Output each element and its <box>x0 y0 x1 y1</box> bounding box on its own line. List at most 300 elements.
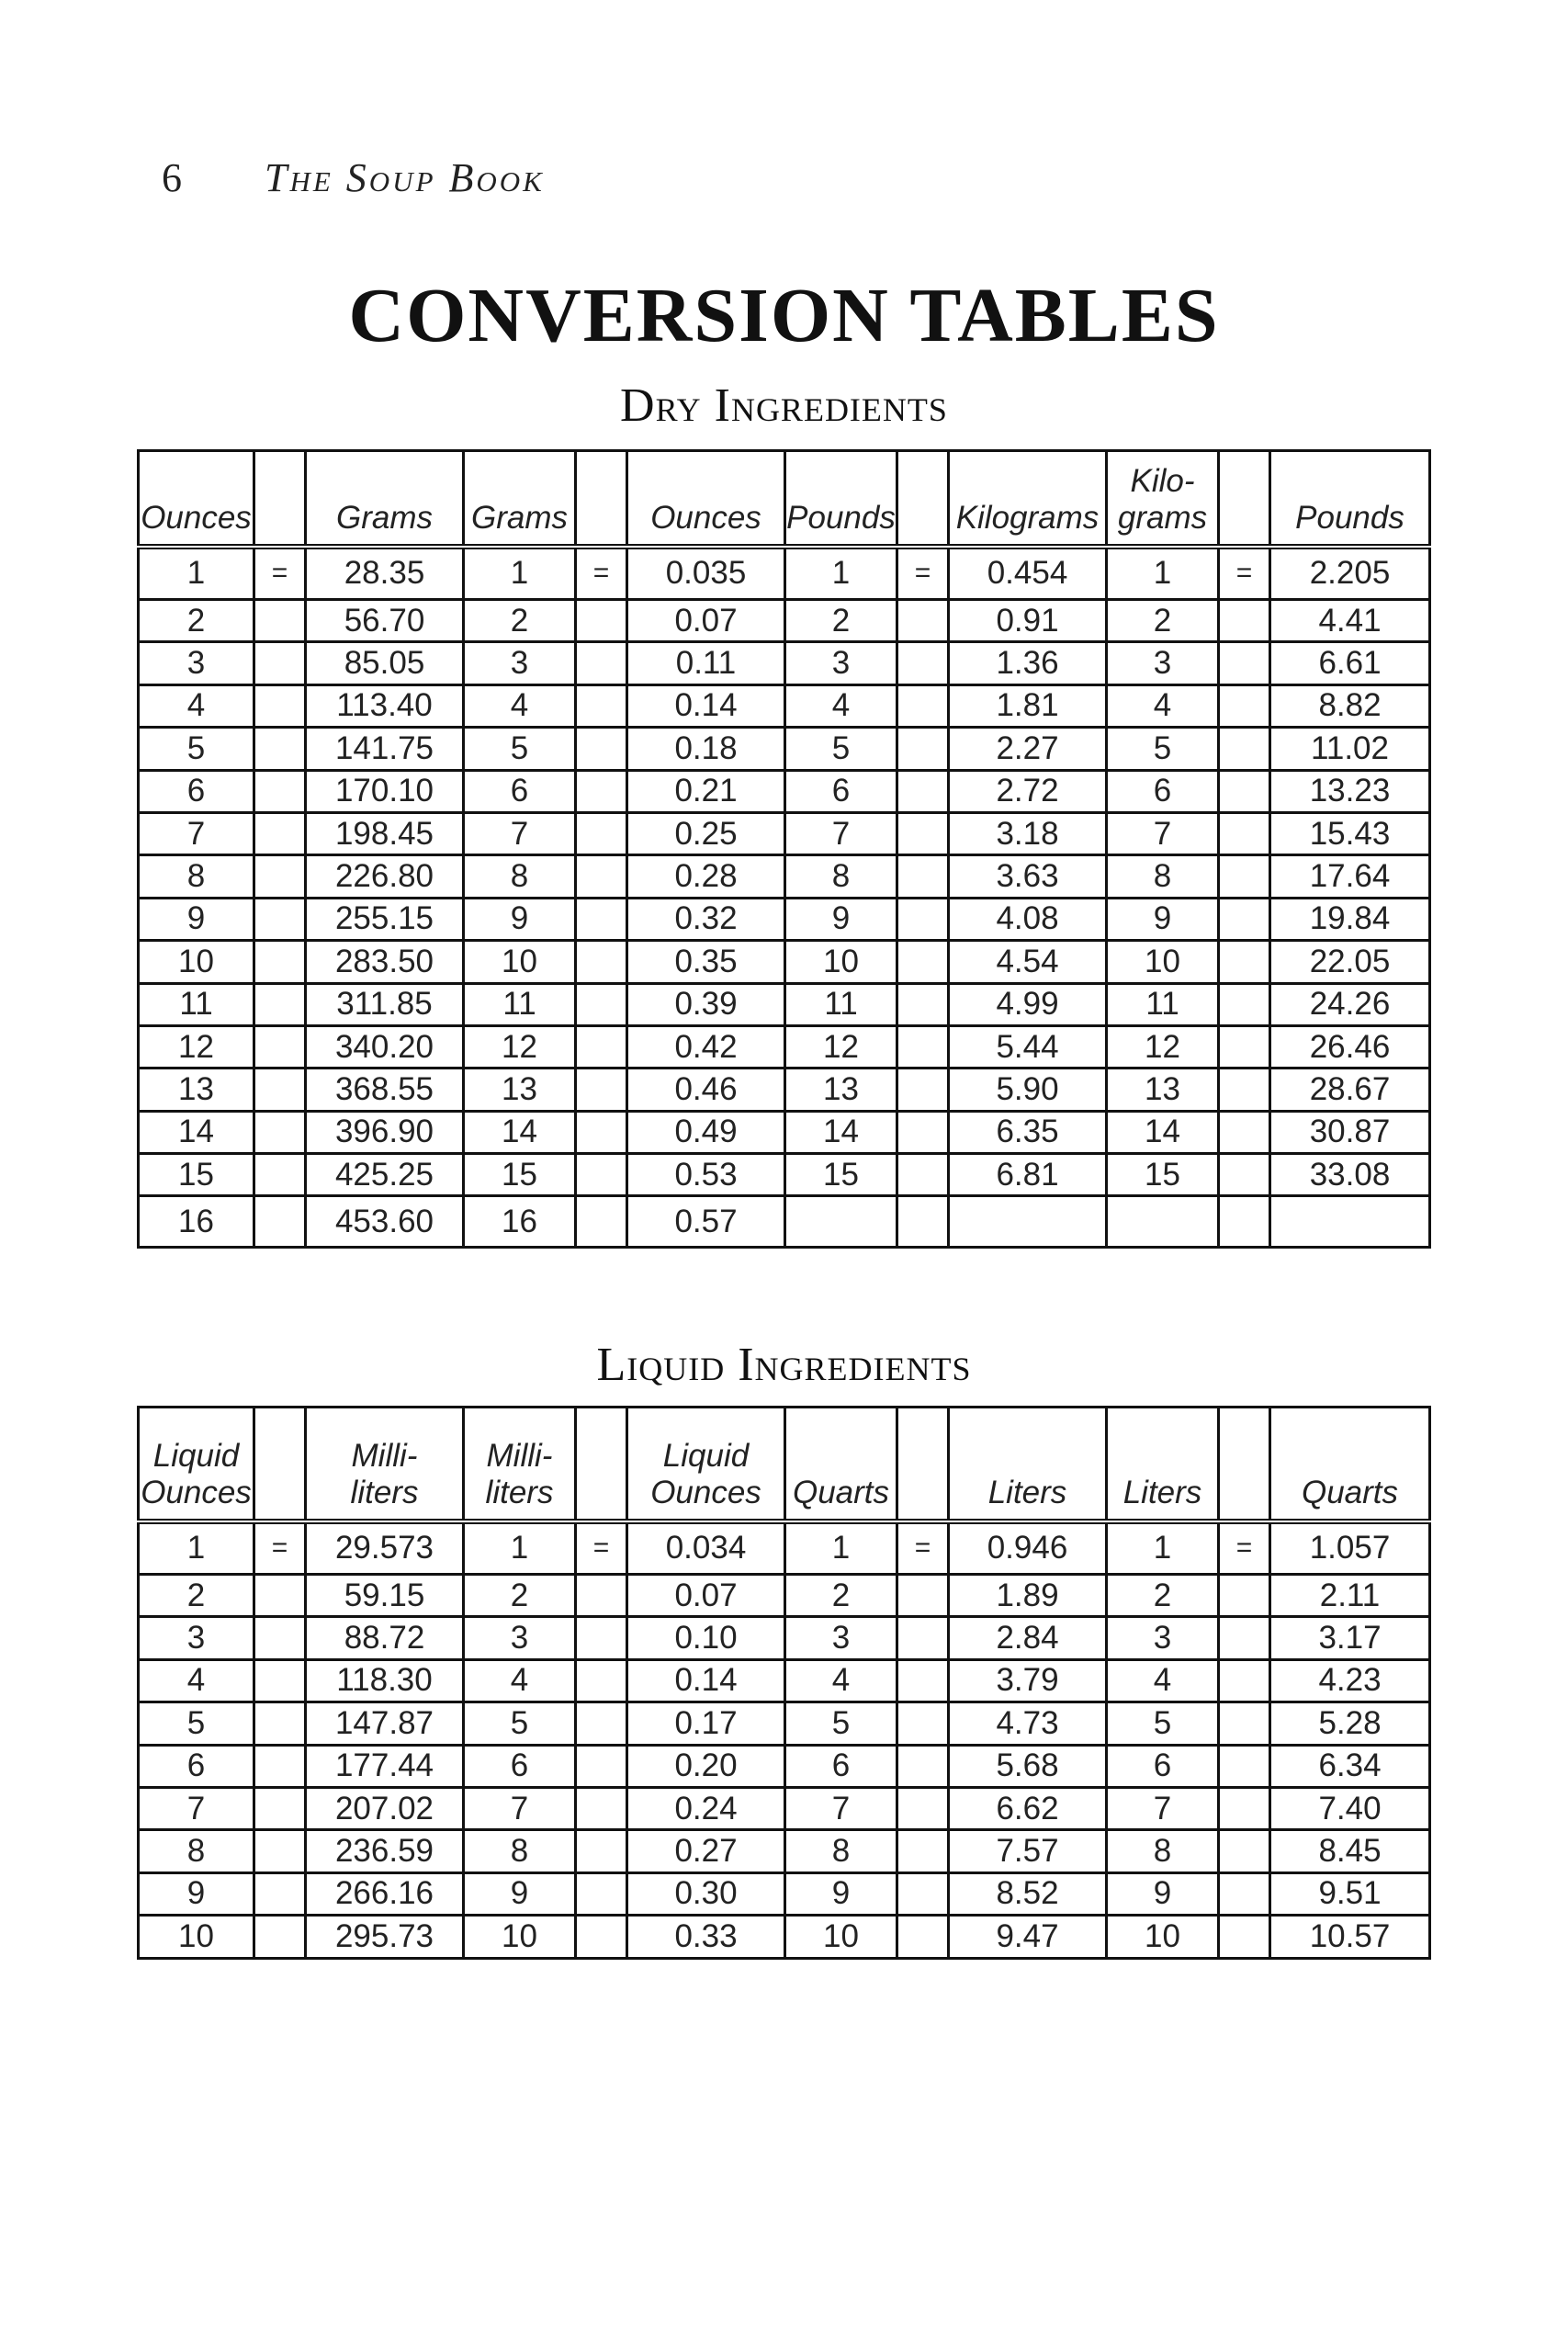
table-cell: 1 <box>1107 547 1219 600</box>
equals-cell <box>254 1111 306 1153</box>
table-cell: 7 <box>464 812 576 854</box>
table-row <box>139 1025 1430 1068</box>
table-cell: 5 <box>785 1702 897 1745</box>
table-cell: 1 <box>139 547 254 600</box>
table-cell: 10 <box>1107 1916 1219 1958</box>
equals-cell <box>576 855 627 898</box>
table-cell: 0.28 <box>627 855 785 898</box>
table-row <box>139 1659 1430 1702</box>
equals-cell <box>897 1617 949 1659</box>
equals-cell <box>897 983 949 1025</box>
equals-cell <box>1219 770 1270 812</box>
dry-ingredients-table <box>137 449 1431 1249</box>
table-cell: 3 <box>1107 642 1219 684</box>
table-cell: 13 <box>464 1069 576 1111</box>
column-header: Liters <box>1107 1408 1219 1521</box>
equals-cell <box>1219 1069 1270 1111</box>
table-cell: 396.90 <box>306 1111 464 1153</box>
column-header: Pounds <box>785 451 897 547</box>
table-cell: 1 <box>785 547 897 600</box>
column-header <box>576 1408 627 1521</box>
equals-cell <box>254 941 306 983</box>
table-cell: 141.75 <box>306 728 464 770</box>
table-row <box>139 812 1430 854</box>
table-cell: 0.39 <box>627 983 785 1025</box>
equals-cell <box>254 728 306 770</box>
column-header: Liquid Ounces <box>139 1408 254 1521</box>
equals-cell: = <box>254 547 306 600</box>
equals-cell <box>254 1916 306 1958</box>
table-cell: 2 <box>785 600 897 642</box>
table-cell: 0.035 <box>627 547 785 600</box>
table-cell: 19.84 <box>1270 898 1430 940</box>
equals-cell <box>1219 1154 1270 1196</box>
table-cell: 30.87 <box>1270 1111 1430 1153</box>
column-header <box>897 451 949 547</box>
equals-cell <box>897 941 949 983</box>
equals-cell <box>1219 1659 1270 1702</box>
equals-cell <box>1219 684 1270 727</box>
table-cell: 8.52 <box>949 1872 1107 1915</box>
page-number: 6 <box>162 155 185 200</box>
table-header-row <box>139 1408 1430 1521</box>
table-row <box>139 1916 1430 1958</box>
table-cell: 0.24 <box>627 1787 785 1829</box>
table-cell: 14 <box>139 1111 254 1153</box>
table-cell: 0.33 <box>627 1916 785 1958</box>
equals-cell <box>576 642 627 684</box>
table-cell: 85.05 <box>306 642 464 684</box>
equals-cell <box>897 1154 949 1196</box>
table-cell: 7 <box>785 812 897 854</box>
table-row <box>139 1872 1430 1915</box>
column-header: Ounces <box>627 451 785 547</box>
table-row <box>139 1111 1430 1153</box>
equals-cell <box>254 1069 306 1111</box>
table-cell: 1.89 <box>949 1575 1107 1617</box>
table-cell: 6.62 <box>949 1787 1107 1829</box>
table-cell: 2 <box>785 1575 897 1617</box>
table-cell: 2.11 <box>1270 1575 1430 1617</box>
table-cell: 8 <box>1107 855 1219 898</box>
table-cell: 8 <box>464 855 576 898</box>
table-cell: 28.35 <box>306 547 464 600</box>
table-row <box>139 600 1430 642</box>
equals-cell <box>576 1617 627 1659</box>
table-cell: 9.47 <box>949 1916 1107 1958</box>
table-cell: 7 <box>139 1787 254 1829</box>
table-cell: 16 <box>139 1196 254 1248</box>
table-row <box>139 941 1430 983</box>
table-cell: 2.27 <box>949 728 1107 770</box>
table-cell: 0.034 <box>627 1521 785 1575</box>
equals-cell <box>254 1830 306 1872</box>
table-cell: 2 <box>139 600 254 642</box>
table-cell: 4 <box>464 1659 576 1702</box>
table-cell: 0.91 <box>949 600 1107 642</box>
table-cell: 4.08 <box>949 898 1107 940</box>
table-cell: 11 <box>464 983 576 1025</box>
equals-cell <box>254 1745 306 1787</box>
table-cell: 8 <box>464 1830 576 1872</box>
table-cell: 5 <box>1107 1702 1219 1745</box>
equals-cell <box>1219 1196 1270 1248</box>
equals-cell <box>1219 1872 1270 1915</box>
equals-cell <box>897 684 949 727</box>
table-cell: 3.63 <box>949 855 1107 898</box>
table-cell: 9.51 <box>1270 1872 1430 1915</box>
equals-cell <box>1219 1702 1270 1745</box>
table-cell: 13 <box>785 1069 897 1111</box>
table-cell: 4.23 <box>1270 1659 1430 1702</box>
table-cell: 13 <box>1107 1069 1219 1111</box>
table-cell: 28.67 <box>1270 1069 1430 1111</box>
table-cell: 22.05 <box>1270 941 1430 983</box>
equals-cell <box>897 1025 949 1068</box>
column-header <box>897 1408 949 1521</box>
table-cell: 0.14 <box>627 684 785 727</box>
table-cell: 8.82 <box>1270 684 1430 727</box>
equals-cell <box>576 1575 627 1617</box>
table-cell: 1.36 <box>949 642 1107 684</box>
equals-cell <box>254 1154 306 1196</box>
equals-cell <box>576 983 627 1025</box>
equals-cell <box>576 1025 627 1068</box>
equals-cell: = <box>576 547 627 600</box>
table-cell: 3 <box>464 642 576 684</box>
table-cell: 177.44 <box>306 1745 464 1787</box>
table-cell: 11 <box>785 983 897 1025</box>
equals-cell <box>576 600 627 642</box>
liquid-ingredients-title: Liquid Ingredients <box>596 1339 972 1391</box>
table-cell: 5.44 <box>949 1025 1107 1068</box>
equals-cell <box>897 1916 949 1958</box>
table-cell: 0.18 <box>627 728 785 770</box>
equals-cell <box>254 1025 306 1068</box>
column-header: Milli- liters <box>464 1408 576 1521</box>
equals-cell <box>576 941 627 983</box>
equals-cell <box>1219 1575 1270 1617</box>
table-cell: 4 <box>139 1659 254 1702</box>
table-cell: 0.07 <box>627 600 785 642</box>
table-cell: 6 <box>139 770 254 812</box>
table-cell: 0.14 <box>627 1659 785 1702</box>
equals-cell <box>254 684 306 727</box>
table-cell: 88.72 <box>306 1617 464 1659</box>
equals-cell <box>254 855 306 898</box>
equals-cell <box>897 1111 949 1153</box>
equals-cell <box>1219 983 1270 1025</box>
table-cell: 0.20 <box>627 1745 785 1787</box>
equals-cell <box>1219 728 1270 770</box>
table-row <box>139 1830 1430 1872</box>
table-cell: 4 <box>464 684 576 727</box>
equals-cell <box>897 855 949 898</box>
table-cell: 0.21 <box>627 770 785 812</box>
table-cell: 6 <box>464 770 576 812</box>
equals-cell <box>897 1575 949 1617</box>
table-cell: 11 <box>1107 983 1219 1025</box>
table-cell: 8 <box>1107 1830 1219 1872</box>
table-cell: 2.205 <box>1270 547 1430 600</box>
table-cell: 3.18 <box>949 812 1107 854</box>
table-cell: 8 <box>785 1830 897 1872</box>
table-cell <box>1270 1196 1430 1248</box>
table-cell: 9 <box>464 898 576 940</box>
equals-cell <box>1219 1745 1270 1787</box>
table-cell: 0.07 <box>627 1575 785 1617</box>
column-header: Liquid Ounces <box>627 1408 785 1521</box>
equals-cell <box>576 1111 627 1153</box>
equals-cell <box>576 1659 627 1702</box>
table-cell: 11 <box>139 983 254 1025</box>
column-header <box>1219 1408 1270 1521</box>
table-cell: 0.35 <box>627 941 785 983</box>
equals-cell <box>897 1659 949 1702</box>
column-header: Quarts <box>1270 1408 1430 1521</box>
table-cell: 3 <box>139 1617 254 1659</box>
table-row <box>139 1787 1430 1829</box>
equals-cell: = <box>254 1521 306 1575</box>
table-cell: 6.34 <box>1270 1745 1430 1787</box>
table-cell: 8 <box>785 855 897 898</box>
table-cell: 147.87 <box>306 1702 464 1745</box>
table-cell: 10 <box>464 941 576 983</box>
table-cell: 7 <box>1107 1787 1219 1829</box>
table-row <box>139 642 1430 684</box>
table-cell: 8 <box>139 855 254 898</box>
table-cell: 6 <box>1107 770 1219 812</box>
column-header: Ounces <box>139 451 254 547</box>
table-cell: 15 <box>1107 1154 1219 1196</box>
table-cell: 3 <box>785 1617 897 1659</box>
running-head <box>162 154 545 209</box>
equals-cell <box>897 1787 949 1829</box>
table-cell: 0.17 <box>627 1702 785 1745</box>
table-row <box>139 547 1430 600</box>
column-header: Liters <box>949 1408 1107 1521</box>
table-cell: 6 <box>785 1745 897 1787</box>
table-cell: 12 <box>785 1025 897 1068</box>
table-cell: 6 <box>1107 1745 1219 1787</box>
table-cell: 453.60 <box>306 1196 464 1248</box>
table-cell: 368.55 <box>306 1069 464 1111</box>
table-cell: 3.17 <box>1270 1617 1430 1659</box>
table-cell: 5.28 <box>1270 1702 1430 1745</box>
equals-cell <box>576 1069 627 1111</box>
table-cell: 1.81 <box>949 684 1107 727</box>
table-cell: 0.46 <box>627 1069 785 1111</box>
table-cell: 4.73 <box>949 1702 1107 1745</box>
table-cell: 0.53 <box>627 1154 785 1196</box>
table-cell: 283.50 <box>306 941 464 983</box>
column-header <box>254 1408 306 1521</box>
equals-cell <box>254 1702 306 1745</box>
table-cell: 5.68 <box>949 1745 1107 1787</box>
table-cell: 26.46 <box>1270 1025 1430 1068</box>
table-cell: 10 <box>1107 941 1219 983</box>
table-cell: 15.43 <box>1270 812 1430 854</box>
table-cell: 4 <box>1107 684 1219 727</box>
table-cell: 0.454 <box>949 547 1107 600</box>
table-cell: 0.27 <box>627 1830 785 1872</box>
table-cell: 13.23 <box>1270 770 1430 812</box>
table-cell: 2.84 <box>949 1617 1107 1659</box>
table-row <box>139 1521 1430 1575</box>
equals-cell: = <box>897 547 949 600</box>
table-cell: 2 <box>1107 1575 1219 1617</box>
equals-cell: = <box>897 1521 949 1575</box>
table-cell: 8.45 <box>1270 1830 1430 1872</box>
table-cell: 59.15 <box>306 1575 464 1617</box>
table-cell: 6.81 <box>949 1154 1107 1196</box>
table-cell: 0.42 <box>627 1025 785 1068</box>
table-cell: 5 <box>139 728 254 770</box>
table-cell <box>949 1196 1107 1248</box>
liquid-ingredients-table <box>137 1406 1431 1960</box>
table-cell: 2 <box>464 1575 576 1617</box>
table-cell: 14 <box>785 1111 897 1153</box>
table-cell: 9 <box>785 1872 897 1915</box>
equals-cell <box>1219 1830 1270 1872</box>
equals-cell <box>576 728 627 770</box>
table-cell: 170.10 <box>306 770 464 812</box>
column-header: Grams <box>306 451 464 547</box>
table-cell: 7 <box>464 1787 576 1829</box>
table-cell: 1.057 <box>1270 1521 1430 1575</box>
table-cell: 340.20 <box>306 1025 464 1068</box>
table-row <box>139 855 1430 898</box>
table-cell: 12 <box>1107 1025 1219 1068</box>
equals-cell <box>576 1872 627 1915</box>
equals-cell <box>576 1745 627 1787</box>
equals-cell <box>1219 642 1270 684</box>
table-cell: 118.30 <box>306 1659 464 1702</box>
table-cell: 255.15 <box>306 898 464 940</box>
table-cell: 4 <box>785 684 897 727</box>
table-cell: 1 <box>1107 1521 1219 1575</box>
table-header-row <box>139 451 1430 547</box>
table-cell: 15 <box>464 1154 576 1196</box>
equals-cell: = <box>1219 1521 1270 1575</box>
table-row <box>139 684 1430 727</box>
equals-cell <box>1219 941 1270 983</box>
table-cell: 425.25 <box>306 1154 464 1196</box>
table-cell: 207.02 <box>306 1787 464 1829</box>
table-cell: 0.946 <box>949 1521 1107 1575</box>
table-cell: 10 <box>785 1916 897 1958</box>
table-cell: 198.45 <box>306 812 464 854</box>
table-cell <box>785 1196 897 1248</box>
table-cell: 0.10 <box>627 1617 785 1659</box>
table-cell: 10.57 <box>1270 1916 1430 1958</box>
table-cell: 5 <box>785 728 897 770</box>
table-row <box>139 983 1430 1025</box>
page-title: CONVERSION TABLES <box>348 273 1220 358</box>
table-cell: 6 <box>139 1745 254 1787</box>
table-row <box>139 1069 1430 1111</box>
column-header <box>1219 451 1270 547</box>
table-cell: 2 <box>139 1575 254 1617</box>
equals-cell <box>897 600 949 642</box>
table-cell: 295.73 <box>306 1916 464 1958</box>
equals-cell <box>897 1830 949 1872</box>
equals-cell <box>576 812 627 854</box>
equals-cell <box>254 642 306 684</box>
table-cell: 5 <box>464 1702 576 1745</box>
table-cell: 15 <box>139 1154 254 1196</box>
table-cell: 7.40 <box>1270 1787 1430 1829</box>
equals-cell <box>254 600 306 642</box>
table-cell: 16 <box>464 1196 576 1248</box>
table-cell: 236.59 <box>306 1830 464 1872</box>
equals-cell <box>1219 1787 1270 1829</box>
table-cell: 0.25 <box>627 812 785 854</box>
equals-cell <box>897 898 949 940</box>
table-cell: 9 <box>1107 1872 1219 1915</box>
equals-cell <box>897 1745 949 1787</box>
equals-cell <box>1219 1025 1270 1068</box>
table-row <box>139 770 1430 812</box>
table-cell: 2 <box>464 600 576 642</box>
table-cell: 9 <box>139 1872 254 1915</box>
table-row <box>139 728 1430 770</box>
table-cell: 0.49 <box>627 1111 785 1153</box>
table-row <box>139 1702 1430 1745</box>
table-cell: 0.57 <box>627 1196 785 1248</box>
equals-cell <box>897 770 949 812</box>
table-cell: 7 <box>139 812 254 854</box>
table-cell: 3 <box>139 642 254 684</box>
table-cell: 11.02 <box>1270 728 1430 770</box>
equals-cell <box>254 1872 306 1915</box>
table-cell: 0.32 <box>627 898 785 940</box>
table-cell: 17.64 <box>1270 855 1430 898</box>
table-cell: 4 <box>1107 1659 1219 1702</box>
equals-cell <box>576 1916 627 1958</box>
column-header: Kilo- grams <box>1107 451 1219 547</box>
equals-cell <box>1219 812 1270 854</box>
equals-cell <box>254 1659 306 1702</box>
equals-cell <box>254 770 306 812</box>
equals-cell <box>1219 1111 1270 1153</box>
equals-cell <box>897 1702 949 1745</box>
table-cell: 10 <box>464 1916 576 1958</box>
equals-cell <box>576 898 627 940</box>
table-cell: 5 <box>1107 728 1219 770</box>
table-row <box>139 1575 1430 1617</box>
equals-cell <box>254 1575 306 1617</box>
table-cell: 0.30 <box>627 1872 785 1915</box>
equals-cell <box>576 1154 627 1196</box>
table-cell: 1 <box>464 547 576 600</box>
table-cell: 7 <box>785 1787 897 1829</box>
table-cell: 1 <box>464 1521 576 1575</box>
column-header: Quarts <box>785 1408 897 1521</box>
table-cell: 2.72 <box>949 770 1107 812</box>
equals-cell <box>254 1617 306 1659</box>
equals-cell <box>576 684 627 727</box>
equals-cell <box>254 1196 306 1248</box>
table-cell <box>1107 1196 1219 1248</box>
table-cell: 5 <box>139 1702 254 1745</box>
table-cell: 3.79 <box>949 1659 1107 1702</box>
table-cell: 3 <box>785 642 897 684</box>
table-cell: 7 <box>1107 812 1219 854</box>
equals-cell <box>1219 898 1270 940</box>
table-cell: 5 <box>464 728 576 770</box>
table-cell: 4.54 <box>949 941 1107 983</box>
